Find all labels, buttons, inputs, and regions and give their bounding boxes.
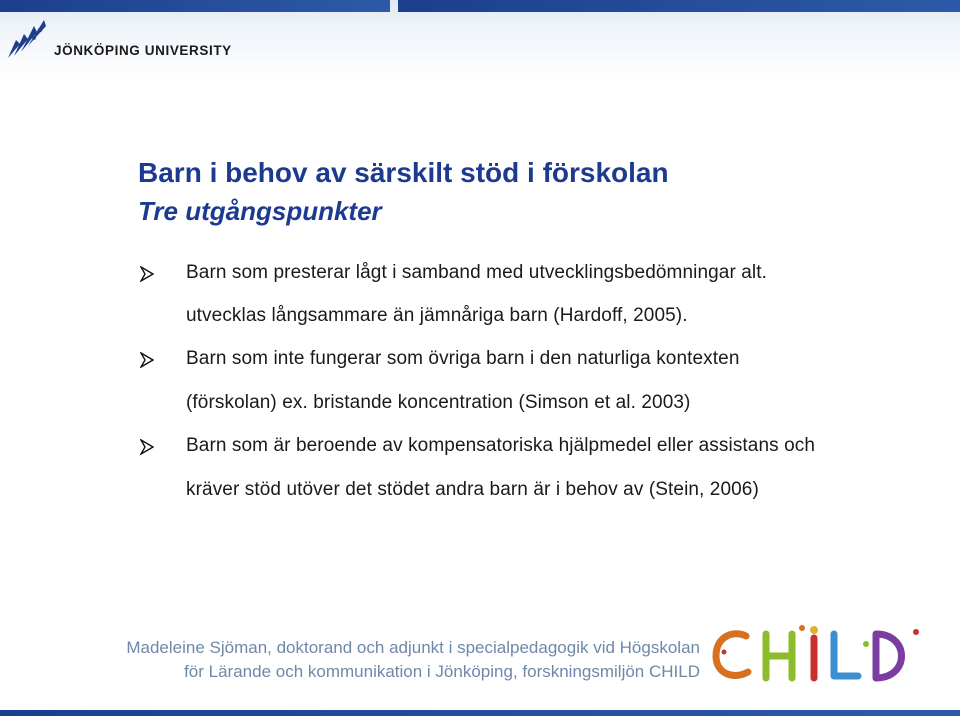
arrowhead-bullet-icon [140,266,154,282]
bullet-3-line-2: kräver stöd utöver det stödet andra barn är i behov av (Stein, 2006) [186,479,759,500]
university-logo-icon [6,16,48,60]
footer-stripe [0,710,960,716]
slide-subtitle: Tre utgångspunkter [138,196,382,226]
bullet-2-line-1: Barn som inte fungerar som övriga barn i den naturliga kontexten [186,348,740,369]
arrowhead-bullet-icon [140,352,154,368]
bullet-1-line-2: utvecklas långsammare än jämnåriga barn (Hardoff, 2005). [186,305,688,326]
footer-author-line-1: Madeleine Sjöman, doktorand och adjunkt i specialpedagogik vid Högskolan [126,638,700,657]
header-stripe-right [398,0,960,12]
arrowhead-bullet-icon [140,439,154,455]
bullet-3-line-1: Barn som är beroende av kompensatoriska hjälpmedel eller assistans och [186,435,816,456]
bullet-2-line-2: (förskolan) ex. bristande koncentration (Simson et al. 2003) [186,392,691,413]
slide-title: Barn i behov av särskilt stöd i förskolan [138,157,669,188]
bullet-1-line-1: Barn som presterar lågt i samband med utvecklingsbedömningar alt. [186,262,768,283]
footer-author-line-2: för Lärande och kommunikation i Jönköping, forskningsmiljön CHILD [184,662,700,681]
child-logo [706,622,924,686]
university-name: JÖNKÖPING UNIVERSITY [54,43,232,58]
header-stripe-left [0,0,390,12]
